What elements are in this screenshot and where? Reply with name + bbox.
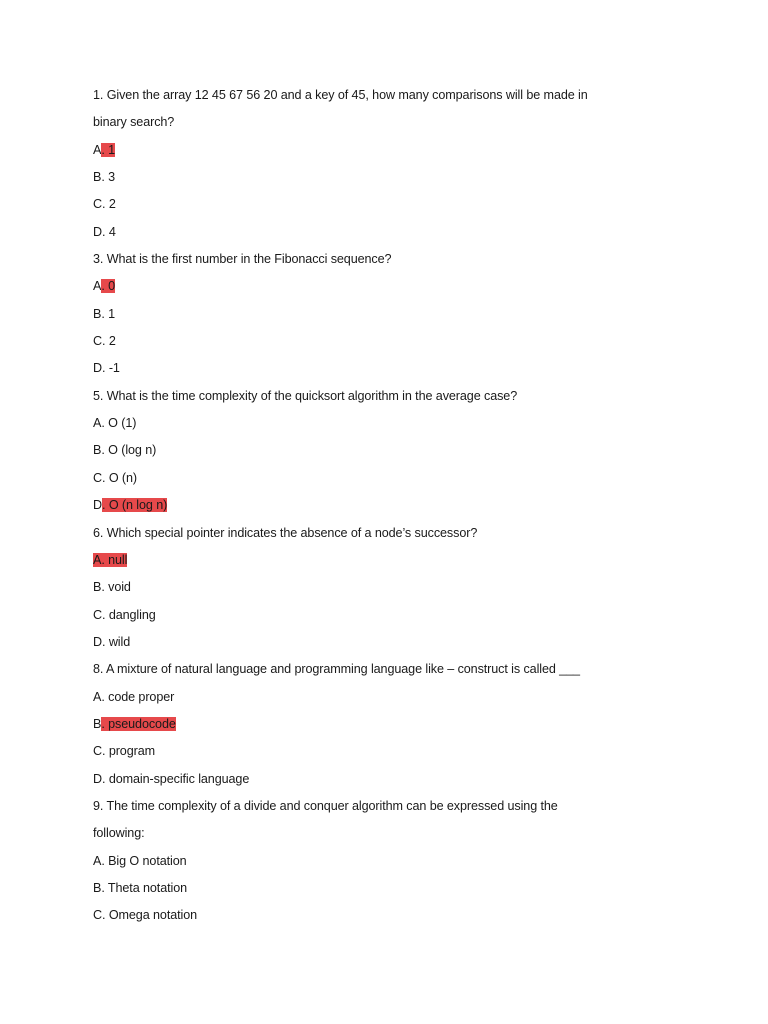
option-letter: D [93,361,102,376]
option-separator: . [102,224,109,239]
question-block [93,84,633,248]
option-letter: C [93,908,102,923]
option-separator: . [101,416,109,431]
question-block [93,385,633,522]
answer-option [93,768,633,795]
question-list [93,84,633,932]
option-letter: A [93,689,102,704]
option-text: 1 [108,306,116,321]
answer-option-correct [93,494,633,521]
option-separator: . [102,470,109,485]
option-text: O (n log n) [108,498,168,513]
option-letter: B [93,170,102,185]
option-letter: B [93,716,102,731]
question-text: What is the first number in the Fibonacci sequence? [106,252,392,267]
option-separator: . [101,880,108,895]
question-text: following: [93,826,145,841]
option-text: 4 [108,224,116,239]
question-text: binary search? [93,115,175,130]
option-letter: C [93,607,102,622]
option-letter: B [93,880,102,895]
option-letter: A [93,853,102,868]
answer-option [93,850,633,877]
option-separator: . [101,142,109,157]
option-letter: C [93,334,102,349]
question-number: 3. [93,252,104,267]
option-text: 2 [108,334,116,349]
answer-option [93,877,633,904]
question-text: Given the array 12 45 67 56 20 and a key of 45, how many comparisons will be made in [106,88,588,102]
answer-option [93,221,633,248]
option-letter: A [93,552,102,567]
answer-option [93,412,633,439]
option-letter: D [93,498,102,513]
option-letter: C [93,470,102,485]
option-separator: . [101,689,109,704]
question-number: 9. [93,798,104,813]
option-text: domain-specific language [108,771,250,786]
option-separator: . [101,279,109,294]
option-text: null [108,552,128,567]
answer-highlight [101,717,175,731]
option-text: program [108,744,156,759]
answer-option [93,686,633,713]
answer-option-correct [93,139,633,166]
answer-option-correct [93,713,633,740]
option-letter: A [93,416,102,431]
option-letter: A [93,142,102,157]
option-separator: . [102,498,109,513]
question-text-line [93,111,633,138]
option-separator: . [101,552,109,567]
option-separator: . [102,634,109,649]
question-text: Which special pointer indicates the absence of a node’s successor? [106,525,478,540]
question-block [93,658,633,795]
option-separator: . [102,744,109,759]
question-text-line [93,522,633,549]
answer-highlight [102,498,167,512]
answer-option [93,467,633,494]
answer-option [93,193,633,220]
option-letter: C [93,197,102,212]
option-separator: . [101,853,109,868]
option-letter: B [93,580,102,595]
answer-option [93,330,633,357]
option-separator: . [102,771,109,786]
option-separator: . [101,716,109,731]
question-block [93,795,633,932]
option-text: Theta notation [107,880,188,895]
answer-option [93,904,633,931]
option-letter: B [93,306,102,321]
option-text: 2 [108,197,116,212]
option-text: wild [108,634,131,649]
option-letter: B [93,443,102,458]
answer-option-correct [93,549,633,576]
option-text: 0 [108,279,116,294]
question-text: A mixture of natural language and programming language like – construct is called ___ [106,662,580,677]
question-text-line [93,84,633,111]
question-text-line [93,795,633,822]
option-text: 3 [108,170,116,185]
answer-option [93,303,633,330]
answer-option [93,576,633,603]
answer-option [93,357,633,384]
option-separator: . [102,908,109,923]
option-text: O (n) [108,470,137,485]
option-letter: D [93,224,102,239]
question-number: 6. [93,525,104,540]
option-text: Omega notation [108,908,198,923]
option-text: O (1) [108,416,137,431]
question-text-line [93,248,633,275]
question-number: 1. [93,88,104,102]
question-number: 8. [93,662,104,677]
option-separator: . [101,306,109,321]
option-letter: D [93,771,102,786]
answer-option-correct [93,275,633,302]
answer-option [93,604,633,631]
option-text: pseudocode [108,716,176,731]
option-letter: C [93,744,102,759]
option-text: O (log n) [108,443,157,458]
option-separator: . [102,334,109,349]
answer-option [93,740,633,767]
question-block [93,248,633,385]
question-text: The time complexity of a divide and conquer algorithm can be expressed using the [106,798,558,813]
option-separator: . [102,361,109,376]
option-letter: D [93,634,102,649]
question-text-line [93,658,633,685]
option-separator: . [102,607,109,622]
option-separator: . [102,197,109,212]
answer-option [93,631,633,658]
option-text: 1 [108,142,116,157]
option-letter: A [93,279,102,294]
option-separator: . [101,580,109,595]
option-text: dangling [108,607,156,622]
answer-option [93,166,633,193]
option-text: code proper [108,689,175,704]
question-text: What is the time complexity of the quicksort algorithm in the average case? [106,388,518,403]
question-text-line [93,385,633,412]
option-separator: . [101,443,109,458]
question-text-line [93,822,633,849]
option-separator: . [101,170,109,185]
answer-highlight [101,143,115,157]
question-number: 5. [93,388,104,403]
answer-option [93,439,633,466]
answer-highlight [101,279,115,293]
option-text: Big O notation [108,853,187,868]
answer-highlight [93,553,127,567]
option-text: -1 [108,361,120,376]
question-block [93,522,633,659]
option-text: void [108,580,131,595]
